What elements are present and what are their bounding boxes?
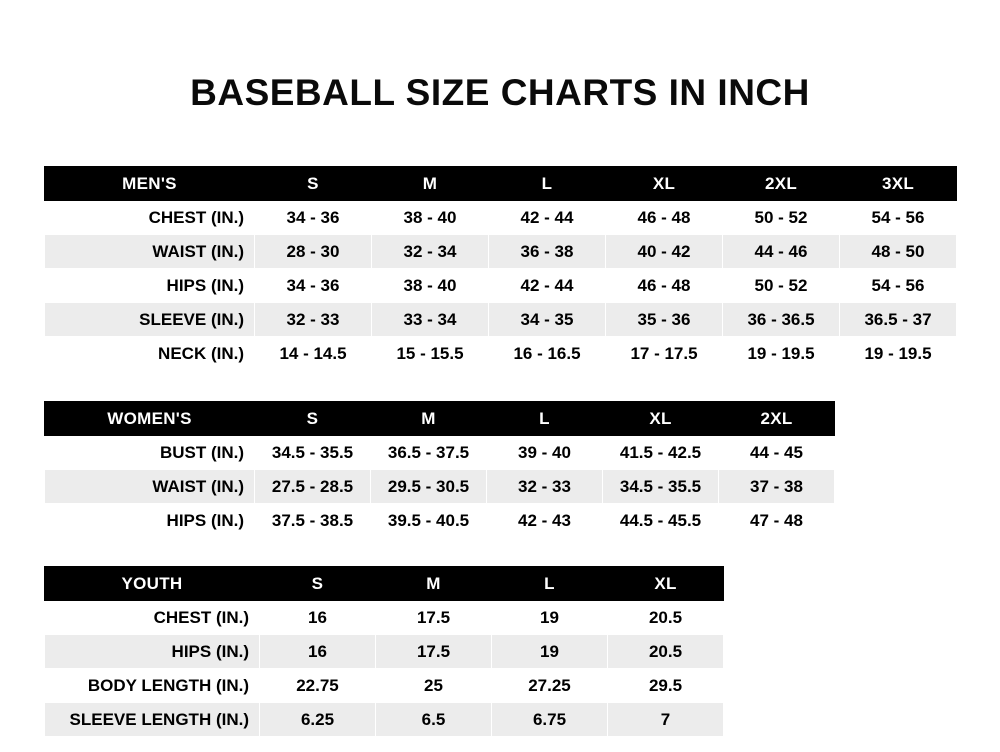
- table-row: [45, 303, 957, 337]
- table-cell: 28 - 30: [255, 235, 372, 269]
- womens-size-table: [44, 401, 835, 538]
- table-cell: 42 - 44: [489, 269, 606, 303]
- table-cell: 46 - 48: [606, 201, 723, 235]
- row-header: HIPS (IN.): [45, 504, 255, 538]
- table-cell: 20.5: [608, 635, 724, 669]
- column-header: MEN'S: [45, 167, 255, 201]
- row-header: CHEST (IN.): [45, 601, 260, 635]
- column-header: YOUTH: [45, 567, 260, 601]
- table-cell: 39.5 - 40.5: [371, 504, 487, 538]
- row-header: SLEEVE LENGTH (IN.): [45, 703, 260, 737]
- table-cell: 16 - 16.5: [489, 337, 606, 371]
- table-cell: 38 - 40: [372, 201, 489, 235]
- column-header: M: [376, 567, 492, 601]
- table-cell: 54 - 56: [840, 269, 957, 303]
- table-row: [45, 601, 724, 635]
- table-header-row: [45, 167, 957, 201]
- table-cell: 16: [260, 635, 376, 669]
- table-spacer: [44, 371, 956, 401]
- table-cell: 37 - 38: [719, 470, 835, 504]
- column-header: S: [260, 567, 376, 601]
- table-cell: 48 - 50: [840, 235, 957, 269]
- column-header: S: [255, 167, 372, 201]
- column-header: XL: [608, 567, 724, 601]
- table-row: [45, 669, 724, 703]
- table-cell: 17.5: [376, 635, 492, 669]
- mens-size-table: [44, 166, 957, 371]
- row-header: SLEEVE (IN.): [45, 303, 255, 337]
- table-cell: 22.75: [260, 669, 376, 703]
- page-title: BASEBALL SIZE CHARTS IN INCH: [190, 72, 810, 113]
- table-cell: 32 - 33: [255, 303, 372, 337]
- table-cell: 25: [376, 669, 492, 703]
- table-cell: 54 - 56: [840, 201, 957, 235]
- table-cell: 36 - 38: [489, 235, 606, 269]
- table-cell: 29.5: [608, 669, 724, 703]
- table-row: [45, 436, 835, 470]
- table-cell: 36.5 - 37: [840, 303, 957, 337]
- row-header: WAIST (IN.): [45, 235, 255, 269]
- table-cell: 33 - 34: [372, 303, 489, 337]
- column-header: XL: [603, 402, 719, 436]
- table-row: [45, 703, 724, 737]
- table-cell: 14 - 14.5: [255, 337, 372, 371]
- column-header: M: [372, 167, 489, 201]
- column-header: 3XL: [840, 167, 957, 201]
- table-cell: 34 - 35: [489, 303, 606, 337]
- table-row: [45, 504, 835, 538]
- column-header: L: [492, 567, 608, 601]
- table-row: [45, 269, 957, 303]
- table-cell: 19 - 19.5: [840, 337, 957, 371]
- column-header: M: [371, 402, 487, 436]
- row-header: WAIST (IN.): [45, 470, 255, 504]
- table-cell: 44.5 - 45.5: [603, 504, 719, 538]
- table-header-row: [45, 402, 835, 436]
- table-cell: 39 - 40: [487, 436, 603, 470]
- row-header: BUST (IN.): [45, 436, 255, 470]
- table-cell: 20.5: [608, 601, 724, 635]
- table-cell: 19 - 19.5: [723, 337, 840, 371]
- table-cell: 6.75: [492, 703, 608, 737]
- table-cell: 15 - 15.5: [372, 337, 489, 371]
- table-cell: 6.25: [260, 703, 376, 737]
- table-cell: 36 - 36.5: [723, 303, 840, 337]
- column-header: L: [489, 167, 606, 201]
- table-cell: 34 - 36: [255, 201, 372, 235]
- table-cell: 46 - 48: [606, 269, 723, 303]
- table-row: [45, 470, 835, 504]
- column-header: 2XL: [723, 167, 840, 201]
- table-cell: 35 - 36: [606, 303, 723, 337]
- table-cell: 44 - 46: [723, 235, 840, 269]
- table-spacer: [44, 538, 956, 566]
- row-header: BODY LENGTH (IN.): [45, 669, 260, 703]
- table-cell: 42 - 44: [489, 201, 606, 235]
- table-cell: 34 - 36: [255, 269, 372, 303]
- table-row: [45, 235, 957, 269]
- table-cell: 19: [492, 635, 608, 669]
- column-header: 2XL: [719, 402, 835, 436]
- table-cell: 34.5 - 35.5: [603, 470, 719, 504]
- row-header: HIPS (IN.): [45, 635, 260, 669]
- column-header: WOMEN'S: [45, 402, 255, 436]
- table-cell: 19: [492, 601, 608, 635]
- table-cell: 6.5: [376, 703, 492, 737]
- column-header: S: [255, 402, 371, 436]
- table-cell: 17 - 17.5: [606, 337, 723, 371]
- table-cell: 38 - 40: [372, 269, 489, 303]
- row-header: NECK (IN.): [45, 337, 255, 371]
- table-cell: 41.5 - 42.5: [603, 436, 719, 470]
- table-cell: 42 - 43: [487, 504, 603, 538]
- table-cell: 47 - 48: [719, 504, 835, 538]
- table-cell: 7: [608, 703, 724, 737]
- table-cell: 32 - 33: [487, 470, 603, 504]
- row-header: CHEST (IN.): [45, 201, 255, 235]
- table-cell: 29.5 - 30.5: [371, 470, 487, 504]
- table-cell: 32 - 34: [372, 235, 489, 269]
- table-row: [45, 201, 957, 235]
- youth-size-table: [44, 566, 724, 737]
- table-row: [45, 635, 724, 669]
- table-cell: 40 - 42: [606, 235, 723, 269]
- table-cell: 27.25: [492, 669, 608, 703]
- table-cell: 44 - 45: [719, 436, 835, 470]
- table-cell: 27.5 - 28.5: [255, 470, 371, 504]
- tables-container: [0, 166, 1000, 737]
- table-header-row: [45, 567, 724, 601]
- table-cell: 50 - 52: [723, 201, 840, 235]
- row-header: HIPS (IN.): [45, 269, 255, 303]
- table-cell: 37.5 - 38.5: [255, 504, 371, 538]
- table-cell: 50 - 52: [723, 269, 840, 303]
- table-cell: 17.5: [376, 601, 492, 635]
- table-cell: 16: [260, 601, 376, 635]
- table-cell: 36.5 - 37.5: [371, 436, 487, 470]
- column-header: XL: [606, 167, 723, 201]
- column-header: L: [487, 402, 603, 436]
- table-cell: 34.5 - 35.5: [255, 436, 371, 470]
- table-row: [45, 337, 957, 371]
